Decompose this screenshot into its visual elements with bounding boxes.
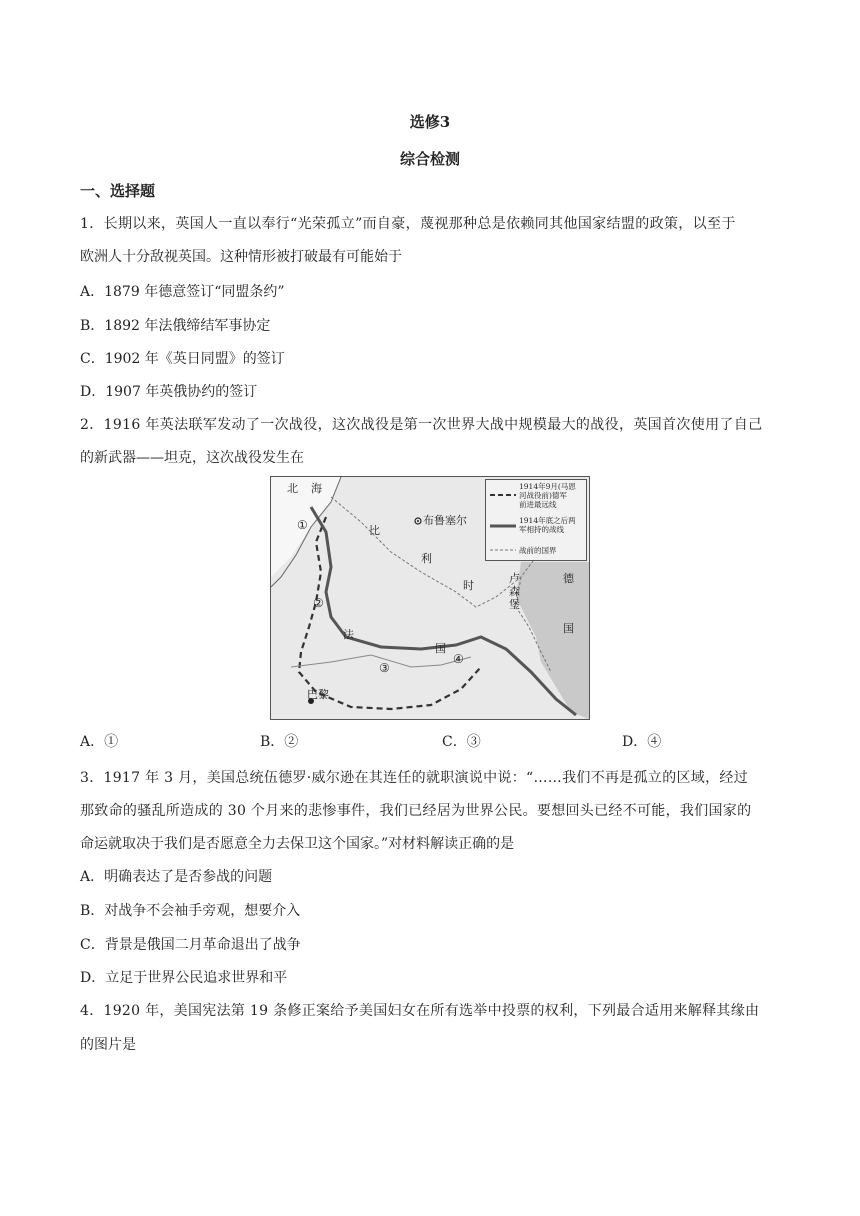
q1-option-b: B．1892 年法俄缔结军事协定 bbox=[80, 318, 271, 334]
legend-item2-line2: 军相持的战线 bbox=[519, 525, 564, 534]
map-label-north-sea-1: 北 bbox=[287, 482, 298, 495]
q2-line-2: 的新武器——坦克，这次战役发生在 bbox=[80, 450, 304, 466]
map-label-luxembourg-2: 森 bbox=[509, 585, 520, 598]
q3-option-d: D．立足于世界公民追求世界和平 bbox=[80, 970, 288, 986]
q2-option-d: D．④ bbox=[622, 734, 662, 750]
map-label-paris: 巴黎 bbox=[307, 688, 329, 701]
map-label-belgium-3: 时 bbox=[463, 579, 474, 592]
map-label-belgium-2: 利 bbox=[421, 552, 432, 565]
map-marker-3: ③ bbox=[379, 661, 390, 675]
doc-title: 选修3 bbox=[409, 113, 451, 131]
q4-line-2: 的图片是 bbox=[80, 1037, 136, 1053]
map-marker-1: ① bbox=[297, 518, 308, 532]
map-label-north-sea-2: 海 bbox=[311, 482, 322, 495]
map-marker-2: ② bbox=[313, 596, 324, 610]
q1-line-2: 欧洲人十分敌视英国。这种情形被打破最有可能始于 bbox=[80, 249, 402, 265]
map-label-germany-2: 国 bbox=[563, 622, 574, 635]
max-advance-line bbox=[299, 514, 481, 709]
q3-option-c: C．背景是俄国二月革命退出了战争 bbox=[80, 937, 301, 953]
legend-item2-line1: 1914年底之后两 bbox=[519, 516, 576, 525]
q2-option-b: B．② bbox=[260, 734, 299, 750]
q3-line-1: 3．1917 年 3 月，美国总统伍德罗·威尔逊在其连任的就职演说中说：“……我们不再是孤立的区域，经过 bbox=[80, 770, 748, 786]
doc-subtitle: 综合检测 bbox=[399, 150, 460, 168]
q2-option-c: C．③ bbox=[442, 734, 481, 750]
map-label-france-1: 法 bbox=[343, 628, 354, 641]
q3-option-a: A．明确表达了是否参战的问题 bbox=[80, 869, 273, 885]
q1-line-1: 1．长期以来，英国人一直以奉行“光荣孤立”而自豪，蔑视那种总是依赖同其他国家结盟的政策，以至于 bbox=[80, 216, 736, 232]
legend-item1-line2: 河战役前)德军 bbox=[519, 491, 567, 500]
map-label-belgium-1: 比 bbox=[369, 524, 380, 537]
map-label-brussels: 布鲁塞尔 bbox=[423, 514, 467, 527]
legend-item1-line1: 1914年9月(马恩 bbox=[519, 482, 576, 491]
q4-line-1: 4．1920 年，美国宪法第 19 条修正案给予美国妇女在所有选举中投票的权利，下列最合适用来解释其缘由 bbox=[80, 1003, 760, 1019]
map-legend bbox=[485, 479, 587, 561]
q2-line-1: 2．1916 年英法联军发动了一次战役，这次战役是第一次世界大战中规模最大的战役，英国首次使用了自己 bbox=[80, 417, 763, 433]
map-label-luxembourg-3: 堡 bbox=[509, 598, 520, 611]
q2-option-a: A．① bbox=[80, 734, 119, 750]
q1-option-d: D．1907 年英俄协约的签订 bbox=[80, 384, 258, 400]
legend-item1-line3: 前进最远线 bbox=[519, 500, 557, 509]
map-marker-4: ④ bbox=[453, 652, 464, 666]
legend-item3: 战前的国界 bbox=[519, 546, 557, 555]
map-label-france-2: 国 bbox=[435, 642, 446, 655]
battle-map bbox=[270, 476, 590, 720]
q3-option-b: B．对战争不会袖手旁观，想要介入 bbox=[80, 903, 301, 919]
map-label-luxembourg-1: 卢 bbox=[509, 572, 520, 585]
q1-option-c: C．1902 年《英日同盟》的签订 bbox=[80, 351, 285, 367]
section-heading: 一、选择题 bbox=[80, 182, 156, 200]
q3-line-2: 那致命的骚乱所造成的 30 个月来的悲惨事件，我们已经居为世界公民。要想回头已经不可能，我们国家的 bbox=[80, 803, 752, 819]
q3-line-3: 命运就取决于我们是否愿意全力去保卫这个国家。”对材料解读正确的是 bbox=[80, 836, 515, 852]
q1-option-a: A．1879 年德意签订“同盟条约” bbox=[80, 284, 285, 300]
map-label-germany-1: 德 bbox=[563, 572, 574, 585]
